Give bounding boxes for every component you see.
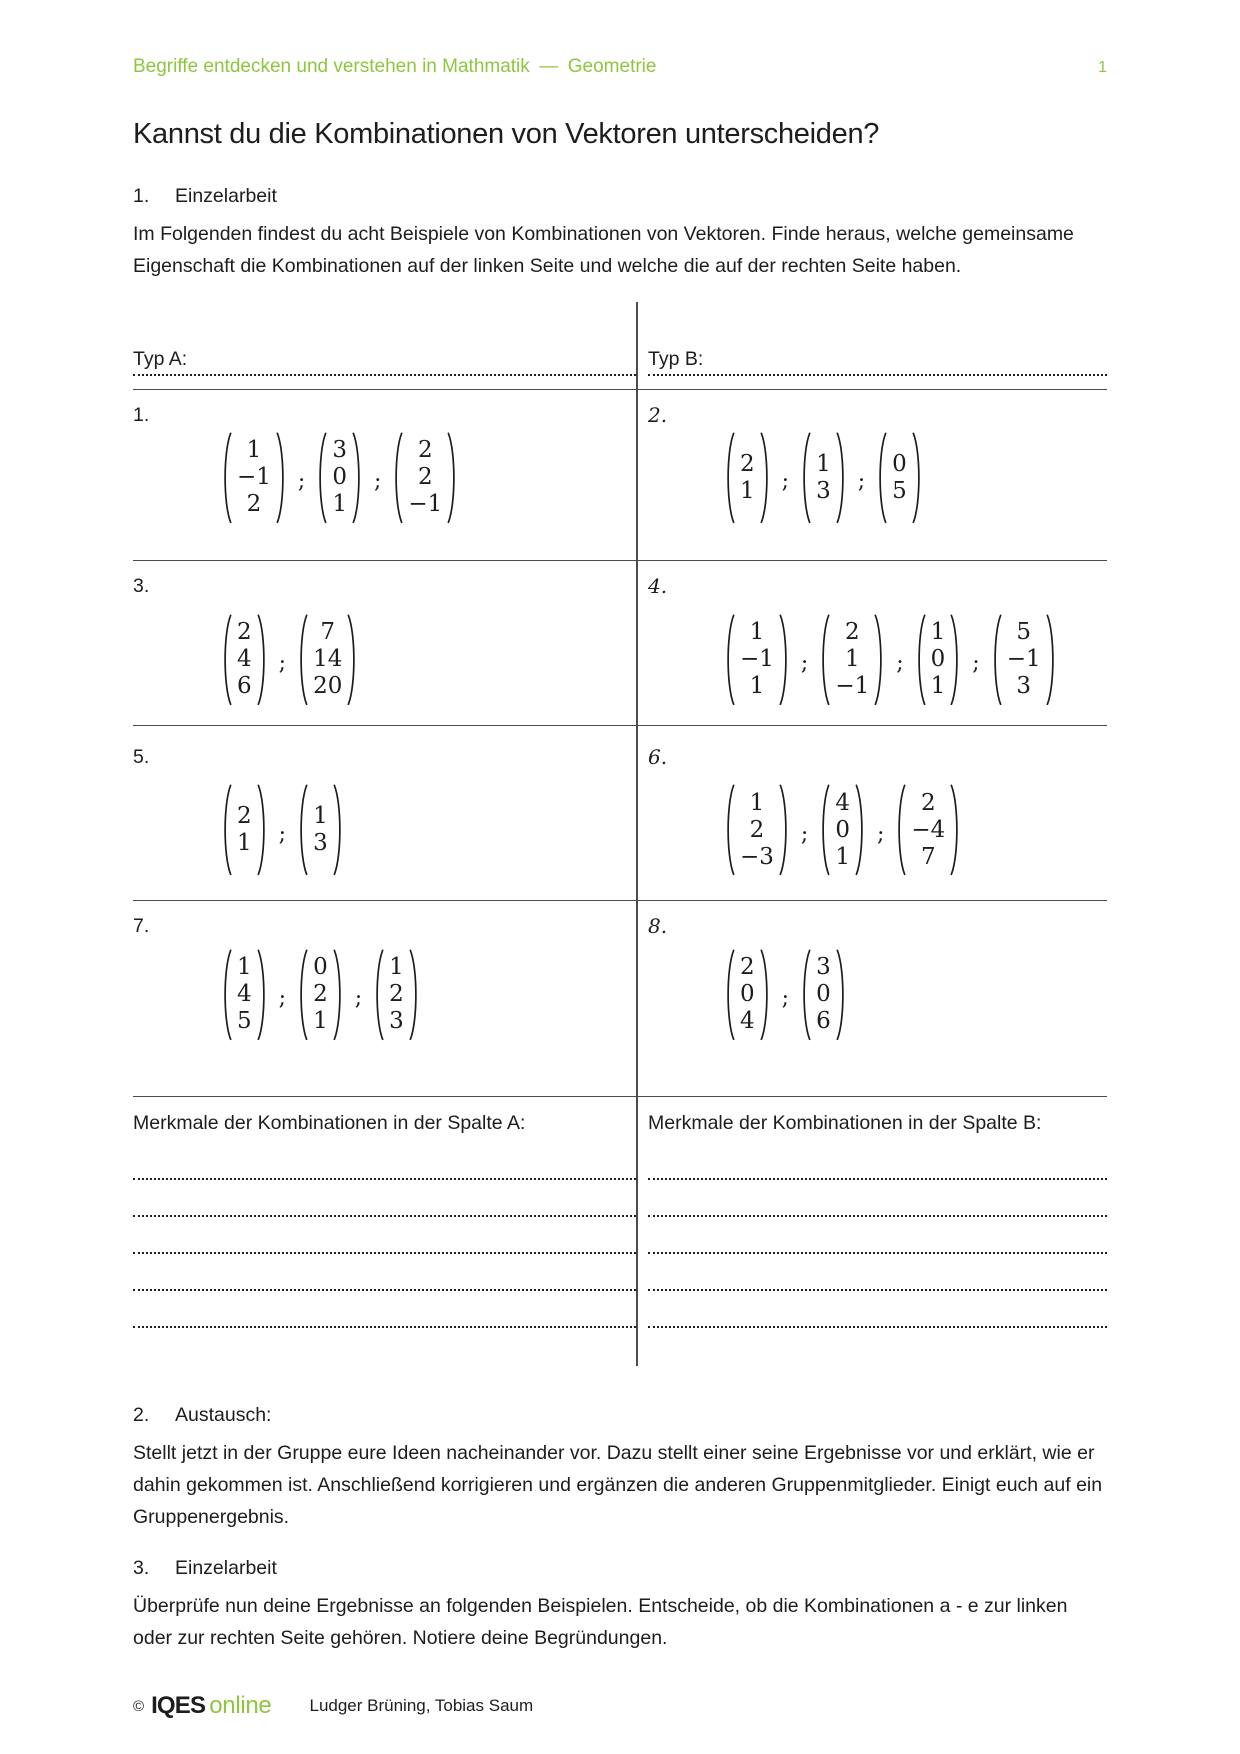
- vector-components: [327, 432, 352, 524]
- example-number: 4.: [648, 573, 668, 598]
- vector: [724, 614, 790, 706]
- section-3-label: Einzelarbeit: [175, 1556, 277, 1579]
- paren-left-icon: [819, 784, 830, 876]
- paren-left-icon: [724, 432, 735, 524]
- vector-component: 4: [237, 981, 252, 1008]
- vector-component: 4: [835, 789, 850, 816]
- copyright-symbol: ©: [133, 1697, 145, 1715]
- vector-component: −1: [1006, 645, 1041, 672]
- paren-left-icon: [724, 949, 735, 1041]
- paren-left-icon: [297, 784, 308, 876]
- vector-components: [735, 784, 779, 876]
- paren-left-icon: [915, 614, 926, 706]
- vector-component: 2: [844, 618, 860, 645]
- merkmale-a-heading: Merkmale der Kombinationen in der Spalte A:: [133, 1111, 526, 1134]
- vector-components: [906, 784, 950, 876]
- page-header: [133, 0, 1107, 78]
- vector-component: 6: [237, 672, 252, 699]
- semicolon-separator: ;: [373, 469, 382, 495]
- vector-component: 1: [332, 491, 347, 518]
- vector-components: [232, 614, 257, 706]
- paren-left-icon: [392, 432, 403, 524]
- section-2-number: 2.: [133, 1403, 150, 1426]
- iqes-online-logo: online: [209, 1692, 272, 1719]
- authors: Ludger Brüning, Tobias Saum: [309, 1696, 534, 1715]
- vector-component: 2: [237, 803, 252, 830]
- vector-component: 2: [418, 437, 433, 464]
- section-1-number: 1.: [133, 185, 150, 207]
- vector-component: 3: [816, 477, 831, 504]
- vector: [819, 784, 866, 876]
- section-1-body: Im Folgenden findest du acht Beispiele von Kombinationen von Vektoren. Finde heraus, welche gemeinsame Eigenschaft die Kombinationen auf der linken Seite und welche die auf der rechten Seite haben.: [133, 223, 1074, 277]
- paren-right-icon: [760, 432, 771, 524]
- paren-right-icon: [912, 432, 923, 524]
- paren-left-icon: [373, 949, 384, 1041]
- answer-line: [133, 1254, 636, 1291]
- paren-left-icon: [819, 614, 830, 706]
- iqes-logo: IQES: [151, 1692, 206, 1719]
- vector-components: [308, 614, 347, 706]
- section-1-label: Einzelarbeit: [175, 185, 277, 207]
- paren-right-icon: [836, 949, 847, 1041]
- example-band: [133, 390, 1107, 561]
- vector-component: 1: [930, 672, 946, 699]
- paren-right-icon: [333, 784, 344, 876]
- paren-right-icon: [874, 614, 885, 706]
- paren-left-icon: [221, 784, 232, 876]
- vector-component: 1: [930, 618, 946, 645]
- section-2-label: Austausch:: [175, 1403, 272, 1426]
- vector-group: [724, 614, 1057, 706]
- paren-right-icon: [276, 432, 287, 524]
- example-number: 5.: [133, 746, 150, 769]
- vector-components: [811, 949, 836, 1041]
- paren-right-icon: [257, 614, 268, 706]
- example-number: 7.: [133, 914, 150, 937]
- vector-component: 1: [749, 672, 765, 699]
- example-number: 8.: [648, 913, 668, 938]
- comparison-table: [133, 302, 1107, 1366]
- example-number: 6.: [648, 745, 668, 770]
- answer-line: [133, 1143, 636, 1180]
- vector-component: 1: [749, 789, 765, 816]
- paren-left-icon: [991, 614, 1002, 706]
- vector-component: 14: [313, 645, 343, 672]
- section-3-body: Überprüfe nun deine Ergebnisse an folgenden Beispielen. Entscheide, ob die Kombinationen a - e zur linken oder zur rechten Seite gehören. Notiere deine Begründungen.: [133, 1594, 1068, 1649]
- course-title: Begriffe entdecken und verstehen in Mathmatik — Geometrie: [133, 56, 657, 77]
- vector-component: 2: [418, 464, 433, 491]
- semicolon-separator: ;: [297, 469, 306, 495]
- paren-left-icon: [895, 784, 906, 876]
- merkmale-row: [133, 1097, 1107, 1366]
- vector-component: 20: [313, 672, 343, 699]
- vector: [724, 432, 771, 524]
- answer-line: [133, 1180, 636, 1217]
- paren-right-icon: [950, 614, 961, 706]
- vector-component: 1: [816, 450, 831, 477]
- semicolon-separator: ;: [278, 986, 287, 1012]
- semicolon-separator: ;: [800, 650, 809, 676]
- semicolon-separator: ;: [800, 821, 809, 847]
- paren-right-icon: [1046, 614, 1057, 706]
- paren-left-icon: [724, 614, 735, 706]
- vector: [915, 614, 962, 706]
- type-header-row: [133, 302, 1107, 390]
- example-number: 3.: [133, 574, 150, 597]
- paren-right-icon: [257, 784, 268, 876]
- vector: [221, 614, 268, 706]
- vector-component: 6: [816, 1008, 831, 1035]
- paren-right-icon: [779, 784, 790, 876]
- paren-left-icon: [800, 949, 811, 1041]
- vector-component: 2: [740, 450, 755, 477]
- type-a-label: Typ A:: [133, 348, 636, 376]
- vector-component: 1: [313, 803, 328, 830]
- paren-right-icon: [760, 949, 771, 1041]
- example-cell: [636, 390, 1107, 560]
- paren-left-icon: [876, 432, 887, 524]
- vector: [373, 949, 420, 1041]
- paren-right-icon: [447, 432, 458, 524]
- vector-components: [735, 949, 760, 1041]
- example-band: [133, 561, 1107, 727]
- example-number: 1.: [133, 404, 150, 426]
- vector-components: [887, 432, 912, 524]
- paren-left-icon: [297, 614, 308, 706]
- vector: [297, 949, 344, 1041]
- vector-group: [221, 432, 458, 524]
- vector-component: 5: [237, 1008, 252, 1035]
- answer-line: [648, 1254, 1107, 1291]
- section-3-heading: [133, 1557, 1107, 1580]
- vector: [800, 949, 847, 1041]
- answer-line: [648, 1180, 1107, 1217]
- vector-component: 2: [246, 491, 262, 518]
- paren-right-icon: [347, 614, 358, 706]
- example-number: 2.: [648, 403, 668, 427]
- example-cell: [636, 901, 1107, 1096]
- vector-component: 2: [749, 816, 765, 843]
- merkmale-a-cell: [133, 1097, 636, 1366]
- vector: [895, 784, 961, 876]
- vector-component: −1: [237, 464, 271, 491]
- vector-component: −3: [740, 843, 774, 870]
- vector-components: [384, 949, 409, 1041]
- paren-right-icon: [950, 784, 961, 876]
- example-cell: [133, 726, 636, 900]
- vector-component: 7: [320, 618, 336, 645]
- vector: [876, 432, 923, 524]
- vector-component: 3: [332, 437, 347, 464]
- vector-component: 0: [892, 450, 907, 477]
- semicolon-separator: ;: [278, 821, 287, 847]
- paren-left-icon: [316, 432, 327, 524]
- vector-component: 7: [921, 843, 936, 870]
- vector: [724, 784, 790, 876]
- section-2-body: Stellt jetzt in der Gruppe eure Ideen nacheinander vor. Dazu stellt einer seine Ergebnisse vor und erklärt, wie er dahin gekommen ist. Anschließend korrigieren und ergänzen die anderen Gruppenmitglieder. Einigt euch auf ein Gruppenergebnis.: [133, 1441, 1103, 1528]
- example-rows: [133, 390, 1107, 1097]
- section-1-heading: [133, 185, 1107, 208]
- section-2-heading: [133, 1404, 1107, 1427]
- vector: [392, 432, 458, 524]
- vector-component: 5: [1016, 618, 1031, 645]
- paren-right-icon: [333, 949, 344, 1041]
- paren-right-icon: [352, 432, 363, 524]
- vector-component: 2: [237, 618, 252, 645]
- vector-group: [724, 949, 847, 1041]
- vector-component: 0: [740, 981, 755, 1008]
- paren-left-icon: [724, 784, 735, 876]
- vector-component: 2: [740, 954, 755, 981]
- vector: [991, 614, 1057, 706]
- vector: [316, 432, 363, 524]
- type-b-label: Typ B:: [648, 348, 1107, 376]
- page-title: Kannst du die Kombinationen von Vektoren unterscheiden?: [133, 118, 880, 150]
- vector-component: 4: [740, 1008, 755, 1035]
- example-cell: [133, 390, 636, 560]
- paren-left-icon: [221, 432, 232, 524]
- vector-component: 0: [816, 981, 831, 1008]
- answer-lines-b: [648, 1143, 1107, 1366]
- vector-group: [724, 784, 961, 876]
- vector: [724, 949, 771, 1041]
- answer-line: [133, 1217, 636, 1254]
- semicolon-separator: ;: [781, 986, 790, 1012]
- vector-group: [221, 949, 420, 1041]
- semicolon-separator: ;: [354, 986, 363, 1012]
- vector-components: [735, 614, 779, 706]
- example-band: [133, 726, 1107, 901]
- vector-component: 0: [313, 954, 328, 981]
- vector-components: [926, 614, 951, 706]
- vector-component: 3: [389, 1008, 404, 1035]
- vector-component: 2: [921, 789, 936, 816]
- example-cell: [133, 901, 636, 1096]
- vector-component: 1: [740, 477, 755, 504]
- vector-component: 3: [313, 830, 328, 857]
- semicolon-separator: ;: [876, 821, 885, 847]
- vector-component: 0: [332, 464, 347, 491]
- vector-component: 5: [892, 477, 907, 504]
- vector-component: 1: [844, 645, 860, 672]
- vector-component: 0: [835, 816, 850, 843]
- vector: [221, 784, 268, 876]
- vector-components: [232, 784, 257, 876]
- vector-component: −1: [835, 672, 870, 699]
- vector-components: [735, 432, 760, 524]
- vector: [800, 432, 847, 524]
- answer-lines-a: [133, 1143, 636, 1366]
- semicolon-separator: ;: [781, 469, 790, 495]
- vector-group: [724, 432, 923, 524]
- paren-left-icon: [221, 949, 232, 1041]
- vector: [221, 432, 287, 524]
- type-a-cell: [133, 302, 636, 389]
- vector-component: 1: [237, 954, 252, 981]
- vector-component: 1: [749, 618, 765, 645]
- section-3-number: 3.: [133, 1556, 150, 1579]
- vector-components: [232, 432, 276, 524]
- vector-components: [308, 784, 333, 876]
- paren-right-icon: [257, 949, 268, 1041]
- vector-component: 1: [237, 830, 252, 857]
- answer-line: [648, 1291, 1107, 1328]
- answer-line: [648, 1143, 1107, 1180]
- vector-components: [1002, 614, 1046, 706]
- vector-component: 1: [313, 1008, 328, 1035]
- vector-group: [221, 614, 358, 706]
- semicolon-separator: ;: [857, 469, 866, 495]
- paren-right-icon: [779, 614, 790, 706]
- vector: [297, 784, 344, 876]
- vector-component: 0: [930, 645, 946, 672]
- paren-right-icon: [836, 432, 847, 524]
- merkmale-b-cell: [636, 1097, 1107, 1366]
- page-number: 1: [1098, 59, 1107, 76]
- vector-components: [830, 614, 874, 706]
- vector-components: [232, 949, 257, 1041]
- vector: [819, 614, 885, 706]
- vector-component: 4: [237, 645, 252, 672]
- paren-left-icon: [800, 432, 811, 524]
- paren-right-icon: [409, 949, 420, 1041]
- vector: [297, 614, 358, 706]
- example-cell: [636, 561, 1107, 726]
- paren-left-icon: [221, 614, 232, 706]
- answer-line: [133, 1291, 636, 1328]
- vector-group: [221, 784, 344, 876]
- paren-right-icon: [855, 784, 866, 876]
- vector-component: 1: [246, 437, 262, 464]
- semicolon-separator: ;: [896, 650, 904, 676]
- vector-component: −4: [911, 816, 946, 843]
- vector-components: [811, 432, 836, 524]
- vector-component: 1: [389, 954, 404, 981]
- type-b-cell: [636, 302, 1107, 389]
- example-cell: [636, 726, 1107, 900]
- semicolon-separator: ;: [278, 650, 287, 676]
- vector-component: 3: [816, 954, 831, 981]
- vector-component: 2: [389, 981, 404, 1008]
- vector-components: [308, 949, 333, 1041]
- vector-component: −1: [408, 491, 443, 518]
- vector-component: 3: [1016, 672, 1031, 699]
- vector-component: 2: [313, 981, 328, 1008]
- example-cell: [133, 561, 636, 726]
- page-footer: [133, 1692, 533, 1720]
- vector: [221, 949, 268, 1041]
- paren-left-icon: [297, 949, 308, 1041]
- vector-components: [830, 784, 855, 876]
- vector-component: −1: [740, 645, 774, 672]
- answer-line: [648, 1217, 1107, 1254]
- vector-component: 1: [835, 843, 850, 870]
- vector-components: [403, 432, 447, 524]
- merkmale-b-heading: Merkmale der Kombinationen in der Spalte B:: [648, 1111, 1042, 1134]
- semicolon-separator: ;: [972, 650, 980, 676]
- example-band: [133, 901, 1107, 1097]
